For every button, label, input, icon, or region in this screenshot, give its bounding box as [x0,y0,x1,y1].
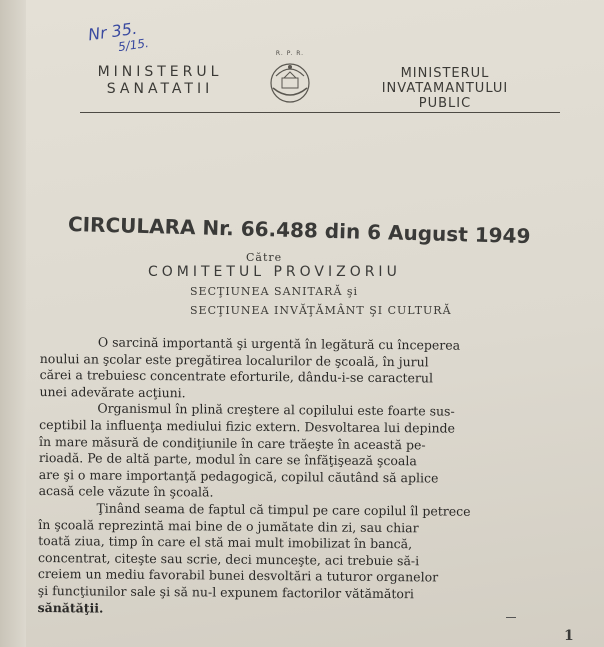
recipient-committee: COMITETUL PROVIZORIU [148,264,401,280]
handwritten-note: 5/15. [117,35,150,55]
body-line: toată ziua, timp în care el stă mai mult imobilizat în bancă, [38,533,413,552]
body-line: concentrat, citeşte sau scrie, deci munceşte, aci trebuie să-i [37,549,420,569]
ministry-health-heading [60,64,260,98]
body-line: cărei a trebuiesc concentrate eforturile, dându-i-se caracterul [39,367,434,386]
header-divider [80,112,560,113]
crest-label: R. P. R. [275,50,305,57]
body-line: are şi o mare importanţă pedagogică, copilul căutând să aplice [38,466,439,486]
ministry-education-heading [345,66,545,111]
circular-title: CIRCULARA Nr. 66.488 din 6 August 1949 [67,212,531,249]
body-line: acasă cele văzute în şcoală. [38,483,214,500]
body-line: Ţinând seama de faptul că timpul pe care copilul îl petrece [96,500,471,519]
ministry-education-line-3: PUBLIC [418,96,472,111]
ministry-health-line-1: MINISTERUL [97,64,223,80]
body-line: noului an şcolar este pregătirea localurilor de şcoală, în jurul [39,350,429,369]
body-line: rioadă. Pe de altă parte, modul în care se înfăţişează şcoala [38,450,417,469]
ministry-education-line-2: INVATAMANTULUI [381,81,509,96]
ministry-education-line-1: MINISTERUL [400,66,490,81]
page-fold-edge [0,0,26,647]
state-emblem-icon [268,58,312,104]
margin-mark [506,617,516,618]
recipient-section-sanitary: SECŢIUNEA SANITARĂ şi [190,285,359,298]
ministry-health-line-2: SANATATII [106,81,214,97]
recipient-to-label: Către [246,251,283,264]
circular-body [38,334,576,621]
body-line: creiem un mediu favorabil bunei desvoltări a tuturor organelor [37,566,439,585]
body-line: Organismul în plină creştere al copilului este foarte sus- [97,400,455,419]
body-line: unei adevărate acţiuni. [39,383,186,401]
body-line: O sarcină importantă şi urgentă în legătură cu începerea [97,334,461,353]
handwritten-registration-number: Nr 35. [86,18,139,45]
body-line: în şcoală reprezintă mai bine de o jumătate din zi, sau chiar [38,516,419,535]
body-line: în mare măsură de condiţiunile în care trăeşte în această pe- [39,433,426,452]
body-line: sănătăţii. [37,599,104,616]
body-line: şi funcţiunilor sale şi să nu-l expunem factorilor vătămători [37,582,414,602]
recipient-section-education: SECŢIUNEA INVĂŢĂMÂNT ŞI CULTURĂ [190,304,452,317]
body-line: ceptibil la influenţa mediului fizic extern. Desvoltarea lui depinde [39,416,456,436]
page-number: 1 [564,628,574,644]
